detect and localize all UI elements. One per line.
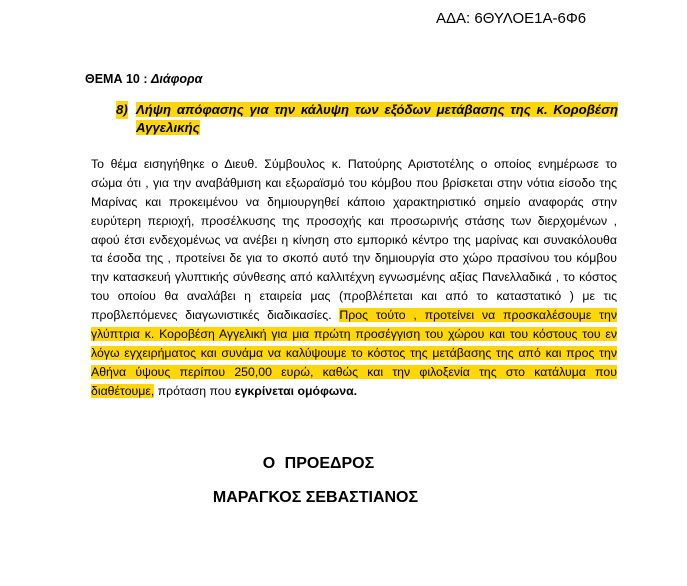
body-line: σώμα ότι , για την αναβάθμιση και εξωραϊσμό του κόμβου που βρίσκεται στην νότια είσοδο της [91, 175, 617, 190]
ada-code: ΑΔΑ: 6ΘΥΛΟΕ1Α-6Φ6 [436, 10, 587, 27]
body-line: τα έσοδα της , προτείνει δε για το σκοπό αυτό την δημιουργία στο χώρο πρασίνου του κόμβου [91, 251, 617, 266]
topic-label: ΘΕΜΑ 10 : [85, 72, 148, 86]
body-line [91, 325, 617, 344]
agenda-item-title: Λήψη απόφασης για την κάλυψη των εξόδων μετάβασης της κ. Κοροβέση Αγγελικής [136, 102, 618, 135]
highlighted-proposal: γλύπτρια κ. Κοροβέση Αγγελική για μια πρώτη προσέγγιση του χώρου και του κόστους του εν [91, 327, 617, 342]
body-text [91, 155, 617, 401]
highlighted-proposal: Προς τούτο , προτείνει να προσκαλέσουμε την [339, 308, 617, 323]
body-line: ευρύτερη περιοχή, προσέλκυσης της προσοχής και προσωρινής στάσης των διερχομένων , [91, 213, 617, 228]
highlighted-proposal: διαθέτουμε, [91, 383, 155, 398]
decision-lead: πρόταση που [154, 383, 235, 398]
body-line: Το θέμα εισηγήθηκε ο Διευθ. Σύμβουλος κ. Πατούρης Αριστοτέλης ο οποίος ενημέρωσε το [91, 157, 617, 171]
body-line: Μαρίνας και προκειμένου να δημιουργηθεί κάποιο χαρακτηριστικό σημείο αναφοράς στην [91, 194, 617, 209]
topic-category: Διάφορα [151, 72, 203, 86]
highlighted-proposal: Αθήνα ύψους περίπου 250,00 ευρώ, καθώς και την φιλοξενία της στο κατάλυμα που [91, 364, 617, 379]
agenda-item-number: 8) [116, 102, 128, 117]
body-line: του οποίου θα αναλάβει η εταιρεία μας (προβλέπεται και από το καταστατικό ) με τις [91, 289, 617, 304]
body-line-mixed [91, 306, 617, 325]
body-line [91, 363, 617, 382]
topic-heading [85, 72, 202, 86]
president-title: Ο ΠΡΟΕΔΡΟΣ [262, 455, 375, 472]
body-line: προβλεπόμενες διαγωνιστικές διαδικασίες. [91, 308, 332, 323]
body-line: την κατασκευή γλυπτικής σύνθεσης από καλλιτέχνη εγνωσμένης αξίας Πανελλαδικά , το κόστος [91, 270, 617, 285]
agenda-item [116, 101, 618, 137]
decision-approval: εγκρίνεται ομόφωνα. [234, 383, 358, 398]
body-line-final [91, 382, 617, 401]
highlighted-proposal: λόγω εγχειρήματος και συνάμα να καλύψουμε το κόστος της μετάβασης της από και προς την [91, 345, 617, 360]
president-name: ΜΑΡΑΓΚΟΣ ΣΕΒΑΣΤΙΑΝΟΣ [212, 489, 419, 506]
body-line [91, 344, 617, 363]
body-line: αφού έτσι ενδεχομένως να ανέβει η κίνηση στο εμπορικό κέντρο της μαρίνας και συνακόλουθα [91, 232, 617, 247]
